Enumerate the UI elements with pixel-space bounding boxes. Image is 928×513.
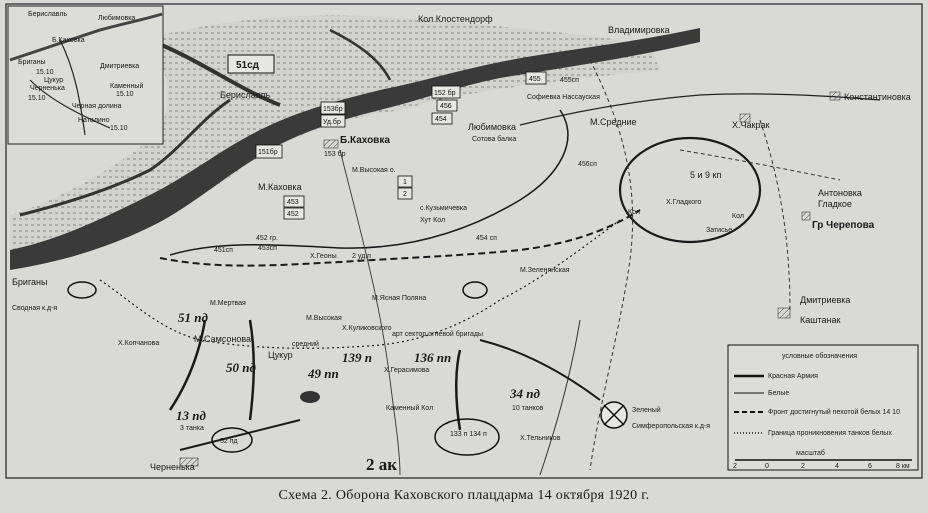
unit-label: 133 п 134 п — [450, 431, 487, 438]
place-label: Гладкое — [818, 199, 852, 209]
simferopol-cavalry-marker — [601, 402, 627, 428]
place-label: М.Самсонова — [194, 334, 252, 344]
place-label: М.Каховка — [258, 182, 302, 192]
unit-label: 453сп — [258, 245, 277, 252]
unit-label: 136 пп — [414, 350, 452, 365]
place-label: Кол — [628, 209, 640, 216]
unit-label: 34 пд — [510, 386, 540, 401]
place-label: Х.Гладкого — [666, 199, 702, 206]
place-label: Любимовка — [468, 122, 516, 132]
place-label: Софиевка Нассауская — [527, 94, 600, 101]
place-label: М.Ясная Поляна — [372, 295, 427, 302]
inset-label: 15.10 — [28, 95, 46, 102]
place-label: Сотова балка — [472, 136, 517, 143]
unit-label: 51сд — [236, 60, 260, 71]
unit-label: 2 — [403, 191, 407, 198]
place-label: Дмитриевка — [800, 295, 851, 305]
legend-scale-label: масштаб — [796, 450, 825, 457]
inset-label: Бериславль — [28, 11, 68, 18]
place-label: средний — [292, 341, 319, 348]
unit-label: 452 — [287, 211, 299, 218]
unit-label: 454 сп — [476, 235, 497, 242]
place-label: Затисье — [706, 227, 733, 234]
unit-label: 2 ак — [366, 455, 398, 474]
place-label: Б.Каховка — [340, 135, 390, 146]
inset-label: 15.10 — [110, 125, 128, 132]
place-label: Х.Геоны — [310, 253, 337, 260]
place-label: Кол — [732, 213, 744, 220]
unit-label: 456 — [440, 103, 452, 110]
inset-label: Дмитриевка — [100, 63, 140, 70]
inset-label: Наталино — [78, 117, 110, 124]
place-label: арт сектор огневой бригады — [392, 331, 483, 338]
place-label: М.Средние — [590, 117, 637, 127]
inset-label: Черненька — [30, 85, 65, 92]
place-label: М.Зеленянская — [520, 267, 570, 274]
legend-item: Граница проникновения танков белых — [768, 430, 892, 437]
place-marker — [802, 212, 810, 220]
scale-tick: 8 км — [896, 463, 910, 470]
unit-label: 10 танков — [512, 405, 544, 412]
map-legend — [728, 345, 918, 470]
unit-label: 451сп — [214, 247, 233, 254]
enemy-unit-ellipse — [300, 391, 320, 403]
inset-label: Цукур — [44, 77, 64, 84]
unit-label: 455сп — [560, 77, 579, 84]
place-label: М.Высокая о. — [352, 167, 396, 174]
place-label: Антоновка — [818, 188, 862, 198]
map-caption: Схема 2. Оборона Каховского плацдарма 14 октября 1920 г. — [278, 488, 650, 503]
place-label: Х.Копчанова — [118, 340, 160, 347]
unit-box-151br — [256, 145, 282, 158]
unit-label: 50 пд — [226, 360, 256, 375]
unit-label: 456сп — [578, 161, 597, 168]
place-label: Х.Чакрак — [732, 120, 770, 130]
place-label: Х.Тельников — [520, 435, 561, 442]
place-label: Владимировка — [608, 25, 670, 35]
place-label: Каштанак — [800, 315, 841, 325]
unit-label: 153 бр — [324, 151, 346, 158]
unit-label: 49 пп — [308, 366, 339, 381]
unit-label: 151бр — [258, 149, 278, 156]
unit-label: 2 уд.п — [352, 253, 371, 260]
unit-label: 152 бр — [434, 90, 456, 97]
unit-label: 13 пд — [176, 408, 206, 423]
place-label: Кол Клостендорф — [418, 14, 493, 24]
unit-label: Уд.бр — [323, 119, 341, 126]
unit-label: 153бр — [323, 106, 343, 113]
legend-item: Фронт достигнутый пехотой белых 14 10 — [768, 409, 900, 416]
place-label: Зеленый — [632, 407, 661, 414]
place-marker — [324, 140, 338, 148]
place-label: Константиновка — [844, 92, 911, 102]
unit-label: 139 п — [342, 350, 372, 365]
unit-label: 5 и 9 кп — [690, 170, 722, 180]
inset-label: 15.10 — [116, 91, 134, 98]
unit-label: 454 — [435, 116, 447, 123]
place-label: Хут Кол — [420, 217, 446, 224]
legend-title: условные обозначения — [782, 353, 858, 360]
place-label: М.Мертвая — [210, 300, 246, 307]
scale-tick: 2 — [733, 463, 737, 470]
place-label: Каменный Кол — [386, 405, 434, 412]
legend-item: Белые — [768, 390, 790, 397]
place-label: Сводная к.д-я — [12, 305, 58, 312]
scale-tick: 2 — [801, 463, 805, 470]
inset-label: Бриганы — [18, 59, 46, 66]
place-label: М.Высокая — [306, 315, 342, 322]
unit-label: 453 — [287, 199, 299, 206]
scale-tick: 6 — [868, 463, 872, 470]
inset-label: Каменный — [110, 83, 144, 90]
inset-label: Любимовка — [98, 15, 136, 22]
unit-box-51sd — [228, 55, 274, 73]
place-label: Х.Куликовского — [342, 325, 392, 332]
place-marker — [830, 92, 840, 100]
unit-label: 455 — [529, 76, 541, 83]
unit-label: 1 — [403, 179, 407, 186]
place-label: Бериславль — [220, 90, 271, 100]
scale-tick: 4 — [835, 463, 839, 470]
place-marker — [778, 308, 790, 318]
place-label: с.Кузьмичевка — [420, 205, 467, 212]
unit-label: 51 пд — [178, 310, 208, 325]
unit-label: 3 танка — [180, 425, 204, 432]
scale-tick: 0 — [765, 463, 769, 470]
unit-box-455 — [526, 72, 546, 84]
legend-item: Красная Армия — [768, 373, 818, 380]
place-label: Черненька — [150, 462, 195, 472]
place-label: Цукур — [268, 350, 293, 360]
place-label: Симферопольская к.д-я — [632, 423, 711, 430]
unit-label: 52 пд — [220, 438, 238, 445]
inset-label: Б.Каховка — [52, 37, 85, 44]
inset-label: Черная долина — [72, 103, 122, 110]
place-label: Бриганы — [12, 277, 48, 287]
inset-label: 15.10 — [36, 69, 54, 76]
place-label: Х.Герасимова — [384, 367, 430, 374]
place-label: Гр Черепова — [812, 220, 875, 231]
unit-label: 452 гр. — [256, 235, 279, 242]
